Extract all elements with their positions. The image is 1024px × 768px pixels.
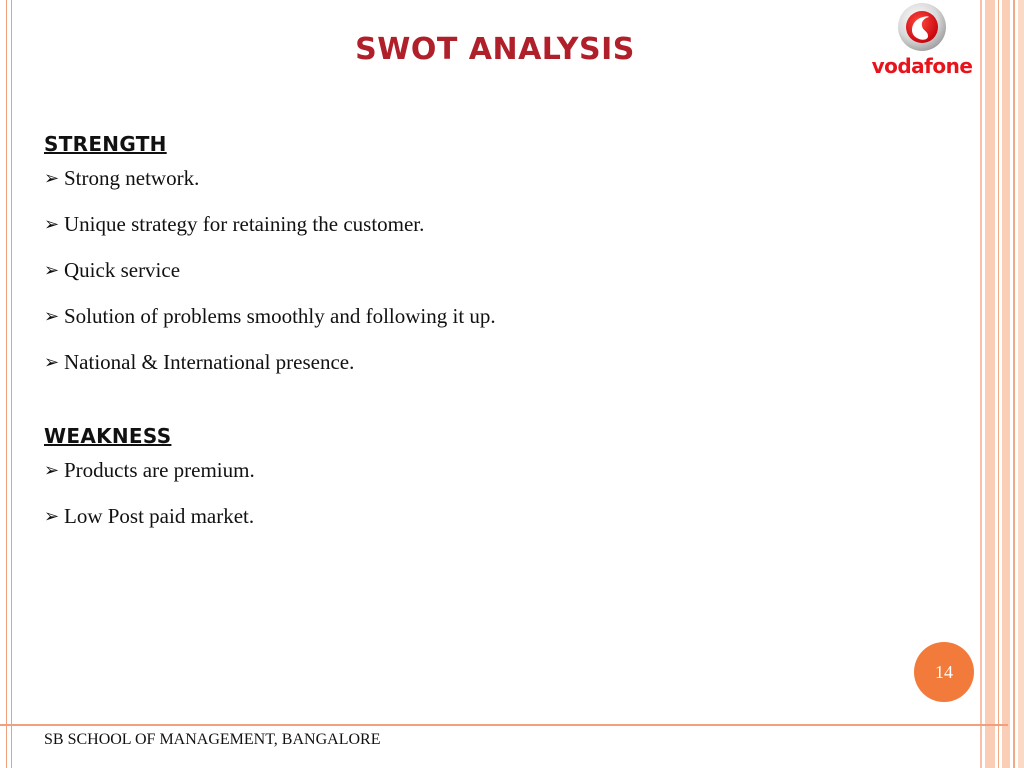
arrow-bullet-icon: ➢	[44, 260, 60, 280]
strength-list	[44, 164, 496, 394]
list-item: ➢ Quick service	[44, 258, 181, 282]
page-number-badge: 14	[914, 642, 974, 702]
arrow-bullet-icon: ➢	[44, 460, 60, 480]
list-item: ➢ Low Post paid market.	[44, 504, 255, 528]
logo-wordmark: vodafone	[871, 54, 973, 78]
slide-title: SWOT ANALYSIS	[355, 32, 635, 67]
list-item: ➢ National & International presence.	[44, 350, 355, 374]
weakness-heading: WEAKNESS	[44, 424, 172, 448]
list-item: ➢ Solution of problems smoothly and following it up.	[44, 304, 496, 328]
vodafone-logo	[862, 0, 982, 78]
left-border-decoration	[6, 0, 12, 768]
list-item: ➢ Unique strategy for retaining the customer.	[44, 212, 425, 236]
list-item: ➢ Products are premium.	[44, 458, 255, 482]
weakness-section	[44, 424, 255, 548]
footer-text: SB SCHOOL OF MANAGEMENT, BANGALORE	[44, 731, 381, 748]
arrow-bullet-icon: ➢	[44, 352, 60, 372]
list-item: ➢ Strong network.	[44, 166, 200, 190]
strength-section	[44, 132, 496, 394]
vodafone-speechmark-icon	[862, 0, 982, 56]
arrow-bullet-icon: ➢	[44, 168, 60, 188]
weakness-list	[44, 456, 255, 548]
footer-divider	[0, 724, 1008, 726]
arrow-bullet-icon: ➢	[44, 306, 60, 326]
right-border-decoration	[980, 0, 1024, 768]
strength-heading: STRENGTH	[44, 132, 167, 156]
arrow-bullet-icon: ➢	[44, 214, 60, 234]
arrow-bullet-icon: ➢	[44, 506, 60, 526]
